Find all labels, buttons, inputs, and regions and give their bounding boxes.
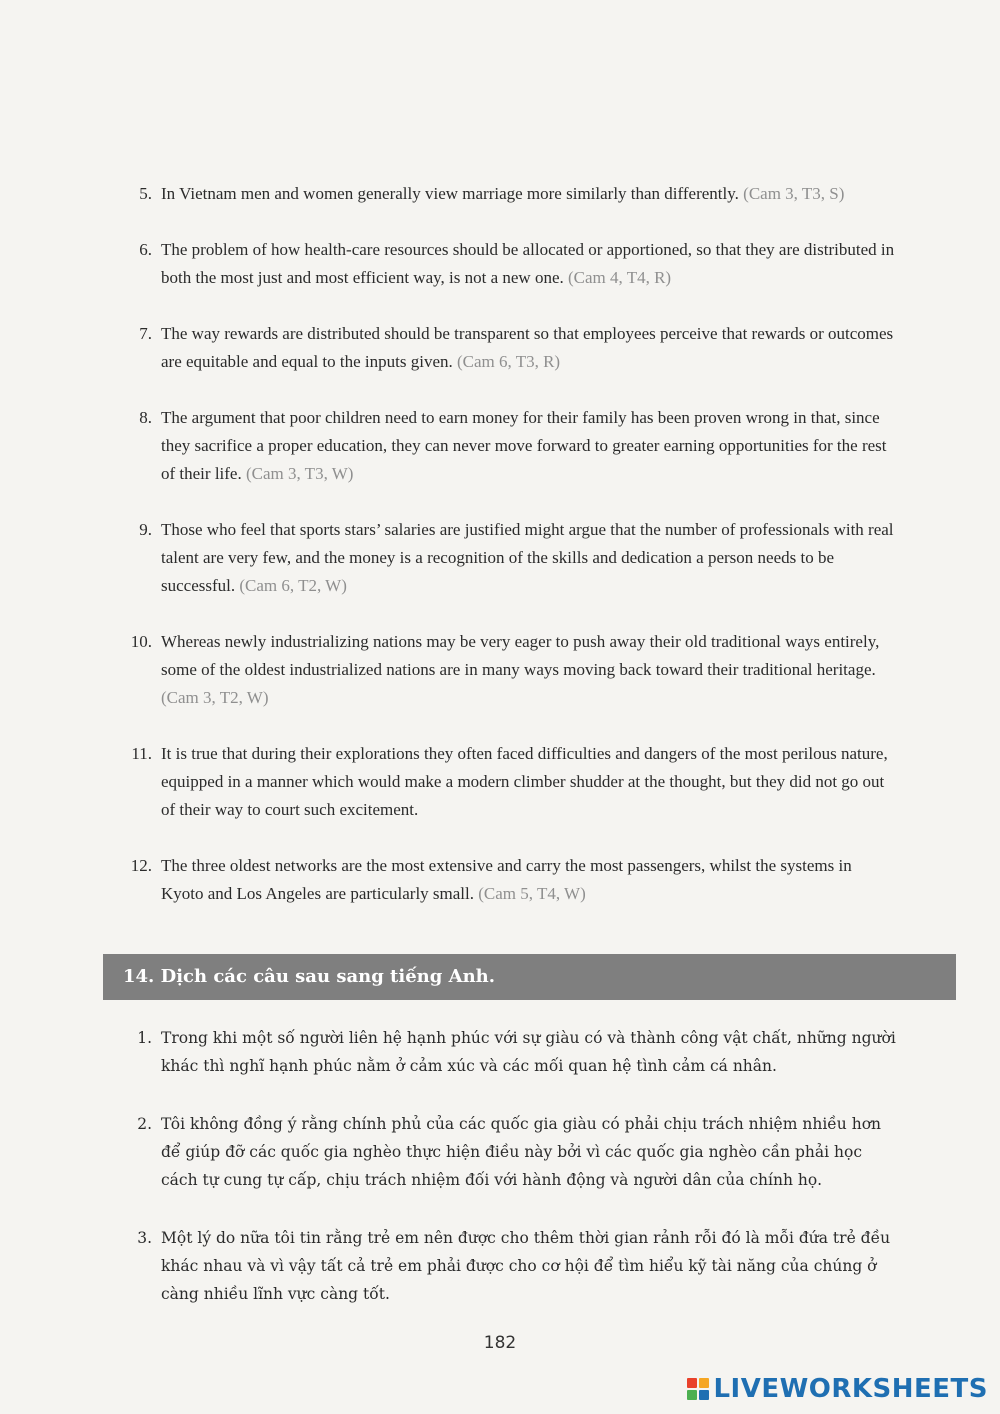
list-item	[118, 628, 898, 712]
item-text: The way rewards are distributed should be transparent so that employees perceive that rewards or outcomes are equitable and equal to the inputs given.	[161, 324, 894, 371]
list-item	[118, 320, 898, 376]
item-text: The three oldest networks are the most extensive and carry the most passengers, whilst the systems in Kyoto and Los Angeles are particularly small.	[161, 856, 852, 903]
page-number: 182	[483, 1333, 517, 1353]
list-item	[118, 1224, 898, 1308]
item-source: (Cam 3, T3, S)	[743, 184, 845, 203]
item-number: 5.	[139, 184, 152, 203]
item-text: The argument that poor children need to earn money for their family has been proven wrong in that, since they sacrifice a proper education, they can never move forward to greater earning opportunities for the rest of their life.	[161, 408, 887, 483]
item-number: 2.	[137, 1115, 152, 1133]
list-item	[118, 1024, 898, 1080]
item-source: (Cam 3, T2, W)	[161, 688, 269, 707]
logo-square	[687, 1378, 697, 1388]
liveworksheets-logo-icon	[687, 1378, 709, 1400]
item-text: Một lý do nữa tôi tin rằng trẻ em nên được cho thêm thời gian rảnh rỗi đó là mỗi đứa trẻ đều khác nhau và vì vậy tất cả trẻ em phải được cho cơ hội để tìm hiểu kỹ tài năng của chúng ở càng nhiều lĩnh vực càng tốt.	[161, 1229, 891, 1303]
item-number: 10.	[130, 632, 152, 651]
item-source: (Cam 3, T3, W)	[245, 464, 354, 483]
list-item	[118, 516, 898, 600]
item-source: (Cam 5, T4, W)	[478, 884, 586, 903]
item-text: Whereas newly industrializing nations may be very eager to push away their old traditional ways entirely, some of the oldest industrialized nations are in many ways moving back toward their traditional heritage.	[161, 632, 880, 679]
list-item	[118, 740, 898, 824]
list-item	[118, 404, 898, 488]
list-item	[118, 180, 898, 208]
item-text: Tôi không đồng ý rằng chính phủ của các quốc gia giàu có phải chịu trách nhiệm nhiều hơn để giúp đỡ các quốc gia nghèo thực hiện điều này bởi vì các quốc gia nghèo cần phải học cách tự cung tự cấp, chịu trách nhiệm đối với hành động và người dân của chính họ.	[161, 1115, 882, 1189]
item-source: (Cam 6, T3, R)	[457, 352, 561, 371]
item-source: (Cam 6, T2, W)	[239, 576, 347, 595]
english-sentence-list	[118, 180, 898, 936]
item-text: It is true that during their explorations they often faced difficulties and dangers of the most perilous nature, equipped in a manner which would make a modern climber shudder at the thought, but they did not go out of their way to court such excitement.	[161, 744, 888, 819]
item-number: 12.	[130, 856, 152, 875]
item-number: 9.	[139, 520, 152, 539]
item-text: In Vietnam men and women generally view marriage more similarly than differently.	[161, 184, 739, 203]
vietnamese-sentence-list	[118, 1024, 898, 1338]
logo-square	[699, 1390, 709, 1400]
list-item	[118, 852, 898, 908]
item-number: 3.	[137, 1229, 152, 1247]
brand-watermark[interactable]	[687, 1374, 988, 1404]
item-source: (Cam 4, T4, R)	[568, 268, 672, 287]
list-item	[118, 1110, 898, 1194]
brand-name: LIVEWORKSHEETS	[713, 1374, 988, 1404]
item-text: Those who feel that sports stars’ salaries are justified might argue that the number of professionals with real talent are very few, and the money is a recognition of the skills and dedication a person needs to be successful.	[161, 520, 894, 595]
item-number: 8.	[139, 408, 152, 427]
item-number: 11.	[131, 744, 152, 763]
section-heading: 14. Dịch các câu sau sang tiếng Anh.	[103, 954, 956, 1000]
item-number: 7.	[139, 324, 152, 343]
item-number: 1.	[137, 1029, 152, 1047]
list-item	[118, 236, 898, 292]
item-text: The problem of how health-care resources should be allocated or apportioned, so that they are distributed in both the most just and most efficient way, is not a new one.	[161, 240, 895, 287]
item-number: 6.	[139, 240, 152, 259]
logo-square	[699, 1378, 709, 1388]
logo-square	[687, 1390, 697, 1400]
item-text: Trong khi một số người liên hệ hạnh phúc với sự giàu có và thành công vật chất, những người khác thì nghĩ hạnh phúc nằm ở cảm xúc và các mối quan hệ tình cảm cá nhân.	[161, 1029, 896, 1075]
